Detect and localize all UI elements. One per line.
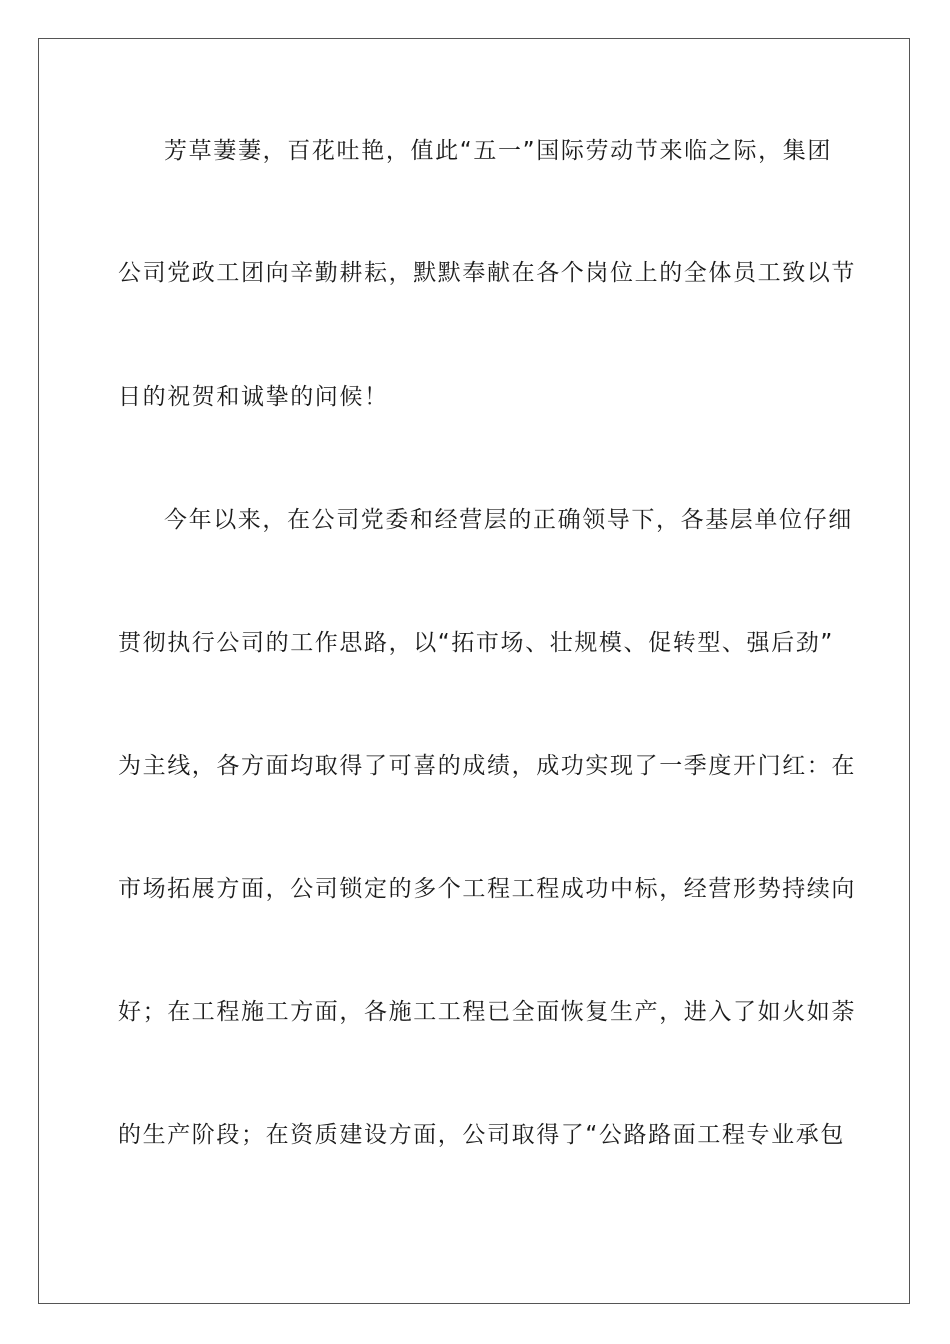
paragraph-2-line-6: 的生产阶段；在资质建设方面，公司取得了“公路路面工程专业承包 xyxy=(118,1122,845,1148)
paragraph-2-line-1: 今年以来，在公司党委和经营层的正确领导下，各基层单位仔细 xyxy=(164,507,853,533)
paragraph-2-line-5: 好；在工程施工方面，各施工工程已全面恢复生产，进入了如火如荼 xyxy=(118,999,856,1025)
paragraph-1-line-1: 芳草萋萋，百花吐艳，值此“五一”国际劳动节来临之际，集团 xyxy=(164,138,832,164)
page-border xyxy=(38,38,910,1304)
paragraph-2-line-2: 贯彻执行公司的工作思路，以“拓市场、壮规模、促转型、强后劲” xyxy=(118,630,834,656)
paragraph-2-line-4: 市场拓展方面，公司锁定的多个工程工程成功中标，经营形势持续向 xyxy=(118,876,856,902)
paragraph-1-line-3: 日的祝贺和诚挚的问候！ xyxy=(118,384,389,410)
paragraph-2-line-3: 为主线，各方面均取得了可喜的成绩，成功实现了一季度开门红：在 xyxy=(118,753,856,779)
paragraph-1-line-2: 公司党政工团向辛勤耕耘，默默奉献在各个岗位上的全体员工致以节 xyxy=(118,260,856,286)
